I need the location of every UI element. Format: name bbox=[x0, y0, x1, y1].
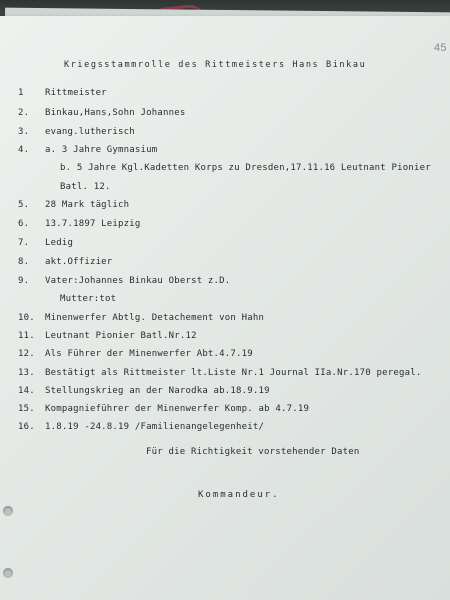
item-number: 12. bbox=[18, 349, 35, 359]
item-number: 2. bbox=[18, 108, 30, 118]
item-number: 14. bbox=[18, 386, 35, 396]
list-item bbox=[18, 145, 157, 155]
item-number: 10. bbox=[18, 313, 35, 323]
page-number: 45 bbox=[434, 42, 447, 54]
item-number: 6. bbox=[18, 219, 30, 229]
item-number: 15. bbox=[18, 404, 35, 414]
item-text: Leutnant Pionier Batl.Nr.12 bbox=[45, 331, 197, 341]
list-item bbox=[18, 200, 129, 210]
item-text: a. 3 Jahre Gymnasium bbox=[45, 145, 158, 155]
item-text: Binkau,Hans,Sohn Johannes bbox=[45, 108, 186, 118]
list-item bbox=[18, 404, 309, 414]
list-item bbox=[18, 88, 107, 98]
item-number: 7. bbox=[18, 238, 30, 248]
list-item bbox=[18, 368, 421, 378]
item-number: 1 bbox=[18, 88, 24, 98]
item-text: Kompagnieführer der Minenwerfer Komp. ab 4.7.19 bbox=[45, 404, 310, 414]
item-text: Ledig bbox=[45, 238, 74, 248]
item-text: Minenwerfer Abtlg. Detachement von Hahn bbox=[45, 313, 265, 323]
item-continuation: Batl. 12. bbox=[60, 182, 111, 192]
item-text: 1.8.19 -24.8.19 /Familienangelegenheit/ bbox=[45, 422, 265, 432]
item-text: evang.lutherisch bbox=[45, 127, 135, 137]
item-text: Bestätigt als Rittmeister lt.Liste Nr.1 Journal IIa.Nr.170 peregal. bbox=[45, 368, 422, 378]
item-text: akt.Offizier bbox=[45, 257, 113, 267]
item-text: Rittmeister bbox=[45, 88, 107, 98]
document-title: Kriegsstammrolle des Rittmeisters Hans Binkau bbox=[64, 60, 367, 70]
list-item bbox=[18, 257, 112, 267]
item-text: 13.7.1897 Leipzig bbox=[45, 219, 141, 229]
signature-line: Kommandeur. bbox=[198, 490, 280, 500]
list-item bbox=[18, 108, 185, 118]
item-text: Als Führer der Minenwerfer Abt.4.7.19 bbox=[45, 349, 253, 359]
list-item bbox=[18, 219, 141, 229]
list-item bbox=[18, 276, 230, 286]
list-item bbox=[18, 127, 135, 137]
item-text: 28 Mark täglich bbox=[45, 200, 130, 210]
list-item bbox=[18, 238, 73, 248]
item-number: 9. bbox=[18, 276, 30, 286]
list-item bbox=[18, 422, 264, 432]
item-number: 5. bbox=[18, 200, 30, 210]
item-text: Stellungskrieg an der Narodka ab.18.9.19 bbox=[45, 386, 270, 396]
item-number: 3. bbox=[18, 127, 30, 137]
certification-line: Für die Richtigkeit vorstehender Daten bbox=[146, 447, 360, 457]
item-number: 16. bbox=[18, 422, 35, 432]
item-number: 13. bbox=[18, 368, 35, 378]
item-continuation: b. 5 Jahre Kgl.Kadetten Korps zu Dresden,17.11.16 Leutnant Pionier bbox=[60, 163, 431, 173]
list-item bbox=[18, 313, 264, 323]
list-item bbox=[18, 349, 253, 359]
item-continuation: Mutter:tot bbox=[60, 294, 117, 304]
list-item bbox=[18, 331, 197, 341]
item-number: 8. bbox=[18, 257, 30, 267]
list-item bbox=[18, 386, 270, 396]
item-number: 11. bbox=[18, 331, 35, 341]
item-text: Vater:Johannes Binkau Oberst z.D. bbox=[45, 276, 231, 286]
item-number: 4. bbox=[18, 145, 30, 155]
